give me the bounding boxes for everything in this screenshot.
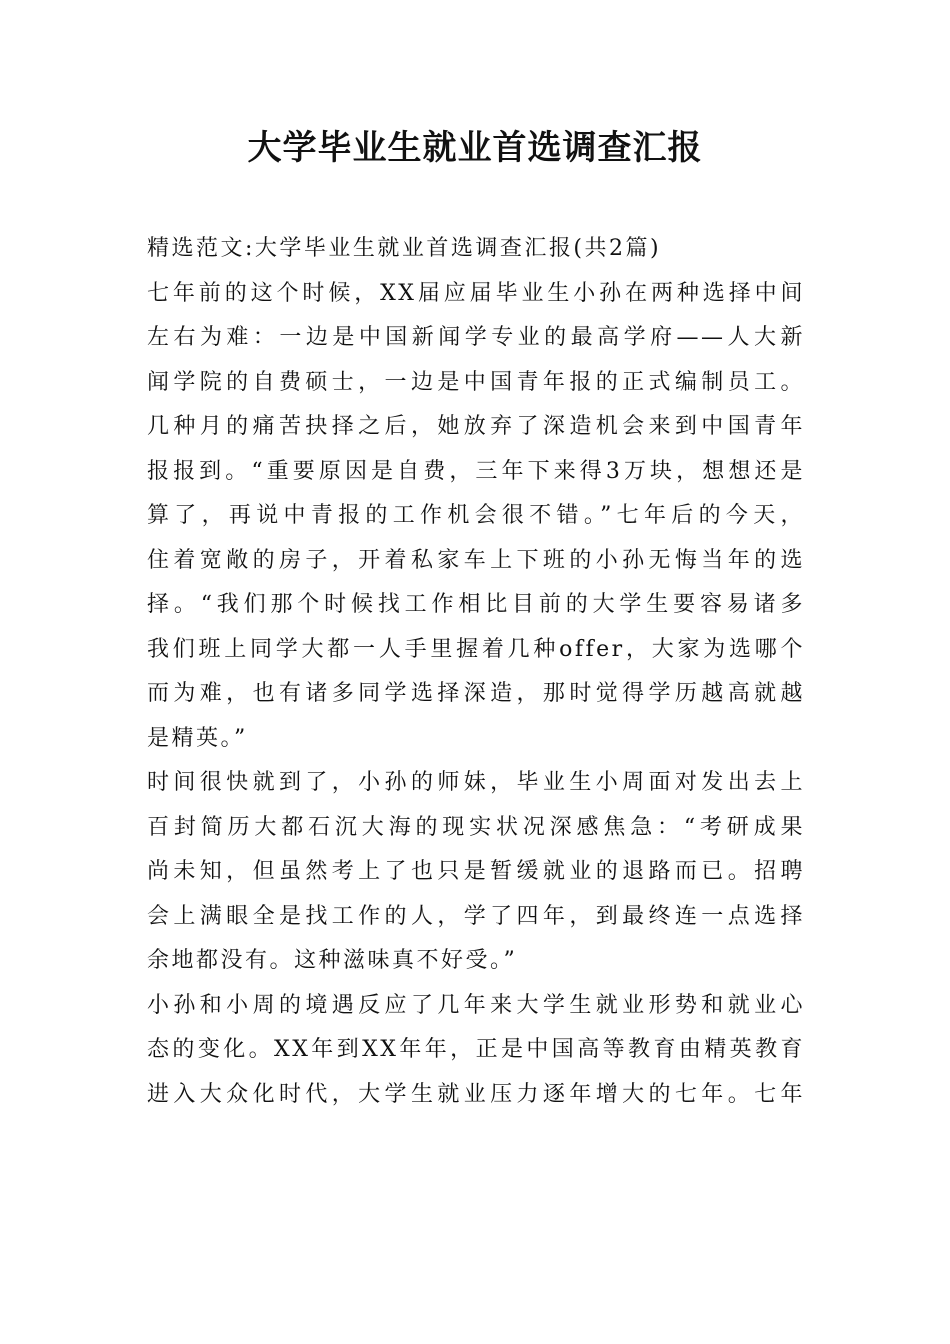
text-line: 而为难，也有诸多同学选择深造，那时觉得学历越高就越 [147,681,805,706]
document-body [147,227,805,1117]
text-line: 进入大众化时代，大学生就业压力逐年增大的七年。七年 [147,1081,805,1107]
text-line: 闻学院的自费硕士，一边是中国青年报的正式编制员工。 [147,369,805,395]
text-line: 报报到。“重要原因是自费，三年下来得3万块，想想还是 [147,458,805,484]
text-line: 态的变化。XX年到XX年年，正是中国高等教育由精英教育 [147,1037,805,1062]
text-line: 精选范文:大学毕业生就业首选调查汇报(共2篇) [147,236,662,261]
text-line: 几种月的痛苦抉择之后，她放弃了深造机会来到中国青年 [147,414,805,439]
text-line: 会上满眼全是找工作的人，学了四年，到最终连一点选择 [147,903,805,929]
text-line: 时间很快就到了，小孙的师妹，毕业生小周面对发出去上 [147,770,805,795]
text-line: 小孙和小周的境遇反应了几年来大学生就业形势和就业心 [147,992,805,1018]
text-line: 余地都没有。这种滋味真不好受。” [147,948,518,973]
document-title: 大学毕业生就业首选调查汇报 [247,128,703,168]
text-line: 七年前的这个时候，XX届应届毕业生小孙在两种选择中间 [147,280,805,306]
text-line: 左右为难：一边是中国新闻学专业的最高学府——人大新 [147,325,805,350]
text-line: 择。“我们那个时候找工作相比目前的大学生要容易诸多 [147,592,805,617]
text-line: 百封简历大都石沉大海的现实状况深感焦急：“考研成果 [147,814,805,840]
text-line: 尚未知，但虽然考上了也只是暂缓就业的退路而已。招聘 [147,859,805,884]
text-line: 算了，再说中青报的工作机会很不错。”七年后的今天， [147,503,805,528]
text-line: 是精英。” [147,725,248,751]
text-line: 我们班上同学大都一人手里握着几种offer，大家为选哪个 [147,636,805,662]
text-line: 住着宽敞的房子，开着私家车上下班的小孙无悔当年的选 [147,547,805,573]
